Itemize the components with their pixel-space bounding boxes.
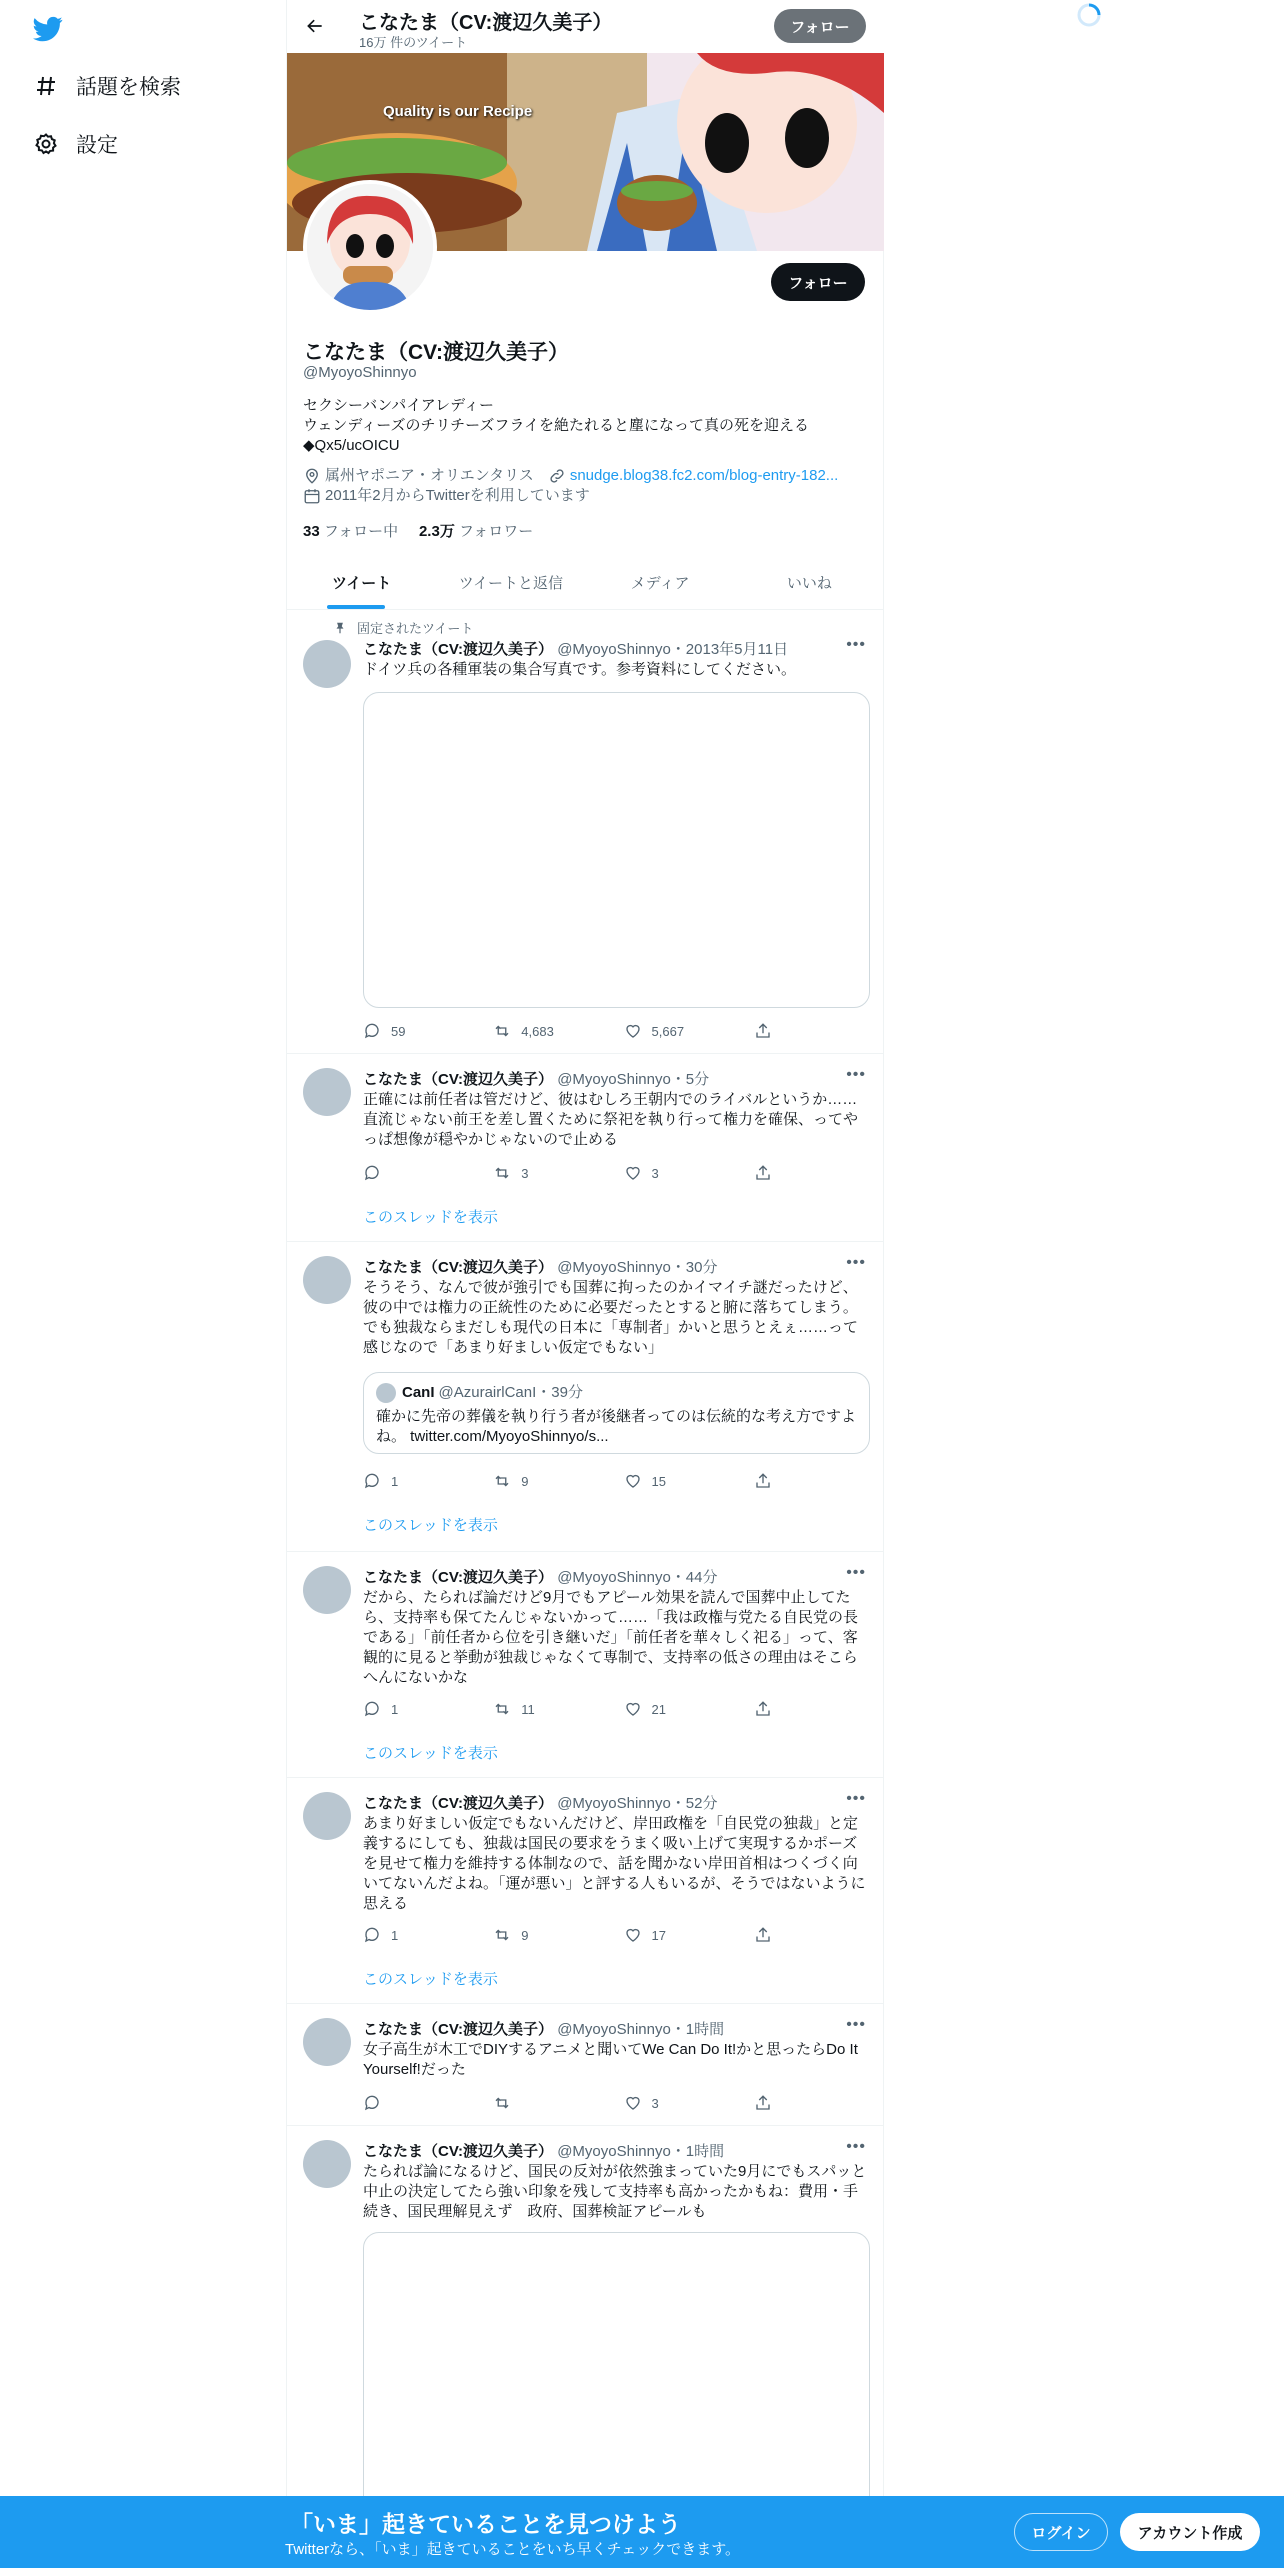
- nav-settings-label: 設定: [76, 134, 118, 157]
- like-button[interactable]: 21: [624, 1700, 754, 1718]
- quote-author: CanI: [402, 1384, 435, 1401]
- tweet-actions: [363, 1926, 793, 1944]
- bio-line: ◆Qx5/ucOICU: [303, 437, 400, 454]
- link-icon: [548, 467, 566, 485]
- quote-meta: @AzurairlCanI・39分: [438, 1384, 583, 1401]
- profile-header-bar: [287, 0, 884, 53]
- heart-icon: [624, 1022, 642, 1040]
- show-thread-link[interactable]: このスレッドを表示: [363, 1971, 498, 1988]
- tweet-text: あまり好ましい仮定でもないんだけど、岸田政権を「自民党の独裁」と定義するにしても、独裁は国民の要求をうまく吸い上げて実現するかポーズを見せて権力を維持する体制なので、話を聞かない岸田首相はつくづく向いてないんだよね。「運が悪い」と評する人もいるが、そうではないように思える: [363, 1815, 866, 1912]
- retweet-icon: [493, 1164, 511, 1182]
- tweet-avatar[interactable]: [303, 1792, 351, 1840]
- profile-meta: [303, 466, 873, 506]
- tweet[interactable]: [287, 1552, 884, 1778]
- reply-button[interactable]: [363, 1164, 493, 1182]
- more-icon[interactable]: •••: [846, 1790, 866, 1807]
- pinned-indicator: [333, 618, 473, 637]
- tweet-avatar[interactable]: [303, 2140, 351, 2188]
- tweet[interactable]: [287, 1242, 884, 1552]
- heart-icon: [624, 1926, 642, 1944]
- signup-banner-subtitle: Twitterなら、「いま」起きていることをいち早くチェックできます。: [285, 2541, 741, 2558]
- follow-button[interactable]: フォロー: [771, 263, 865, 301]
- share-icon: [754, 1472, 772, 1490]
- reply-icon: [363, 1472, 381, 1490]
- share-icon: [754, 1926, 772, 1944]
- following-link[interactable]: 33 フォロー中: [303, 523, 399, 540]
- share-button[interactable]: [754, 2094, 793, 2112]
- profile-column: [286, 0, 884, 2568]
- url-text[interactable]: snudge.blog38.fc2.com/blog-entry-182...: [569, 467, 839, 484]
- profile-tabs: [287, 556, 884, 610]
- nav-explore-label: 話題を検索: [76, 76, 181, 99]
- tweet-actions: [363, 2094, 793, 2112]
- profile-bio: [303, 396, 809, 456]
- tweet-text: ドイツ兵の各種軍装の集合写真です。参考資料にしてください。: [363, 661, 797, 678]
- retweet-button[interactable]: 9: [493, 1926, 623, 1944]
- tweet-meta[interactable]: @MyoyoShinnyo・1時間: [557, 2143, 725, 2160]
- back-arrow-icon[interactable]: [301, 12, 329, 40]
- tweet-author[interactable]: こなたま（CV:渡辺久美子）: [363, 2021, 554, 2038]
- gear-icon: [32, 130, 60, 158]
- tweet-avatar[interactable]: [303, 2018, 351, 2066]
- like-button[interactable]: 15: [624, 1472, 754, 1490]
- retweet-icon: [493, 1926, 511, 1944]
- bio-line: セクシーバンパイアレディー: [303, 397, 494, 414]
- retweet-icon: [493, 1700, 511, 1718]
- tweet-text: だから、たられば論だけど9月でもアピール効果を読んで国葬中止してたら、支持率も保てたんじゃないかって……「我は政権与党たる自民党の長である」「前任者から位を引き継いだ」「前任者を華々しく祀る」って、客観的に見ると挙動が独裁じゃなくて専制で、支持率の低さの理由はそこらへんにないかな: [363, 1589, 859, 1686]
- like-button[interactable]: 17: [624, 1926, 754, 1944]
- heart-icon: [624, 1164, 642, 1182]
- tweet-author[interactable]: こなたま（CV:渡辺久美子）: [363, 1795, 554, 1812]
- login-button[interactable]: ログイン: [1014, 2513, 1108, 2551]
- tab-tweets[interactable]: ツイート: [287, 556, 436, 609]
- reply-icon: [363, 1022, 381, 1040]
- location-pin-icon: [303, 467, 321, 485]
- tweet-author[interactable]: こなたま（CV:渡辺久美子）: [363, 641, 554, 658]
- tweet-header: [363, 2140, 724, 2161]
- loading-spinner-icon: [1076, 2, 1102, 28]
- like-button[interactable]: 3: [624, 1164, 754, 1182]
- quoted-tweet[interactable]: [363, 1372, 870, 1454]
- share-button[interactable]: [754, 1164, 793, 1182]
- signup-banner-title: 「いま」起きていることを見つけよう: [290, 2511, 681, 2537]
- tweet-avatar[interactable]: [303, 1566, 351, 1614]
- tweet-media[interactable]: [363, 692, 870, 1008]
- tab-likes[interactable]: いいね: [786, 575, 832, 592]
- calendar-icon: [303, 487, 321, 505]
- profile-avatar[interactable]: [303, 180, 437, 314]
- reply-button[interactable]: 1: [363, 1700, 493, 1718]
- tweet-avatar[interactable]: [303, 1256, 351, 1304]
- tweet-header: [363, 2018, 724, 2039]
- share-icon: [754, 1164, 772, 1182]
- share-icon: [754, 2094, 772, 2112]
- signup-button[interactable]: アカウント作成: [1120, 2513, 1260, 2551]
- retweet-icon: [493, 1022, 511, 1040]
- tweet-author[interactable]: こなたま（CV:渡辺久美子）: [363, 1071, 554, 1088]
- share-button[interactable]: [754, 1926, 793, 1944]
- heart-icon: [624, 2094, 642, 2112]
- tweet-avatar[interactable]: [303, 1068, 351, 1116]
- tweet-header: [363, 1792, 718, 1813]
- tweet-header: [363, 1566, 718, 1587]
- like-button[interactable]: 3: [624, 2094, 754, 2112]
- show-thread-link[interactable]: このスレッドを表示: [363, 1745, 498, 1762]
- tweet-text: 女子高生が木工でDIYするアニメと聞いてWe Can Do It!かと思ったらDo It Yourself!だった: [363, 2041, 858, 2078]
- pinned-label: 固定されたツイート: [357, 621, 474, 636]
- nav-settings[interactable]: [32, 124, 118, 164]
- tweet-meta[interactable]: @MyoyoShinnyo・44分: [557, 1569, 718, 1586]
- heart-icon: [624, 1472, 642, 1490]
- header-name: こなたま（CV:渡辺久美子）: [359, 12, 613, 34]
- reply-icon: [363, 1164, 381, 1182]
- profile-url[interactable]: [548, 466, 839, 486]
- tweet[interactable]: [287, 2004, 884, 2126]
- hashtag-icon: [32, 72, 60, 100]
- tweet-meta[interactable]: @MyoyoShinnyo・52分: [557, 1795, 718, 1812]
- heart-icon: [624, 1700, 642, 1718]
- tweet-meta[interactable]: @MyoyoShinnyo・30分: [557, 1259, 718, 1276]
- tweet[interactable]: [287, 1054, 884, 1242]
- tweet-text: そうそう、なんで彼が強引でも国葬に拘ったのかイマイチ謎だったけど、彼の中では権力の正統性のために必要だったとすると腑に落ちてしまう。でも独裁ならまだしも現代の日本に「専制者」かいと思うとえぇ……って感じなので「あまり好ましい仮定でもない」: [363, 1279, 859, 1356]
- retweet-button[interactable]: 9: [493, 1472, 623, 1490]
- show-thread-link[interactable]: このスレッドを表示: [363, 1209, 498, 1226]
- profile-name: こなたま（CV:渡辺久美子）: [303, 341, 570, 364]
- tweet-author[interactable]: こなたま（CV:渡辺久美子）: [363, 2143, 554, 2160]
- tweet-avatar[interactable]: [303, 640, 351, 688]
- more-icon[interactable]: •••: [846, 2016, 866, 2033]
- retweet-button[interactable]: 3: [493, 1164, 623, 1182]
- more-icon[interactable]: •••: [846, 1066, 866, 1083]
- signup-banner: [0, 2496, 1284, 2568]
- more-icon[interactable]: •••: [846, 1254, 866, 1271]
- tweet-actions: [363, 1164, 793, 1182]
- profile-joined: [303, 486, 590, 506]
- share-button[interactable]: [754, 1022, 793, 1040]
- tweet-author[interactable]: こなたま（CV:渡辺久美子）: [363, 1569, 554, 1586]
- retweet-icon: [493, 2094, 511, 2112]
- joined-text: 2011年2月からTwitterを利用しています: [325, 487, 590, 504]
- tab-tweets-and-replies[interactable]: ツイートと返信: [458, 575, 563, 592]
- banner-caption: Quality is our Recipe: [383, 103, 533, 120]
- retweet-button[interactable]: 11: [493, 1700, 623, 1718]
- tweet-actions: [363, 1022, 793, 1040]
- followers-link[interactable]: 2.3万 フォロワー: [418, 523, 534, 540]
- share-button[interactable]: [754, 1472, 793, 1490]
- tweet-meta[interactable]: @MyoyoShinnyo・5分: [557, 1071, 710, 1088]
- tweet-actions: [363, 1700, 793, 1718]
- tweet[interactable]: [287, 610, 884, 1054]
- tab-media[interactable]: メディア: [630, 575, 690, 592]
- more-icon[interactable]: •••: [846, 2138, 866, 2155]
- reply-icon: [363, 2094, 381, 2112]
- pin-icon: [333, 621, 347, 635]
- quote-avatar: [376, 1383, 396, 1403]
- tweet-meta[interactable]: @MyoyoShinnyo・2013年5月11日: [557, 641, 789, 658]
- tweet-author[interactable]: こなたま（CV:渡辺久美子）: [363, 1259, 554, 1276]
- reply-button[interactable]: 1: [363, 1926, 493, 1944]
- reply-button[interactable]: 1: [363, 1472, 493, 1490]
- quote-text: 確かに先帝の葬儀を執り行う者が後継者ってのは伝統的な考え方ですよね。 twitter.com/MyoyoShinnyo/s...: [376, 1408, 857, 1445]
- twitter-bird-icon[interactable]: [32, 14, 64, 44]
- tweet[interactable]: [287, 1778, 884, 2004]
- tweet-actions: [363, 1472, 793, 1490]
- tweet-meta[interactable]: @MyoyoShinnyo・1時間: [557, 2021, 725, 2038]
- reply-icon: [363, 1926, 381, 1944]
- share-button[interactable]: [754, 1700, 793, 1718]
- reply-icon: [363, 1700, 381, 1718]
- retweet-button[interactable]: 4,683: [493, 1022, 623, 1040]
- show-thread-link[interactable]: このスレッドを表示: [363, 1517, 498, 1534]
- reply-button[interactable]: 59: [363, 1022, 493, 1040]
- profile-location: [303, 466, 534, 486]
- share-icon: [754, 1700, 772, 1718]
- tweet-text: たられば論になるけど、国民の反対が依然強まっていた9月にでもスパッと中止の決定してたら強い印象を残して支持率も高かったかもね：費用・手続き、国民理解見えず 政府、国葬検証アピールも: [363, 2163, 867, 2220]
- tweet-header: [363, 638, 788, 659]
- more-icon[interactable]: •••: [846, 636, 866, 653]
- retweet-icon: [493, 1472, 511, 1490]
- retweet-button[interactable]: [493, 2094, 623, 2112]
- profile-handle: @MyoyoShinnyo: [303, 364, 417, 381]
- profile-stats: [303, 520, 533, 541]
- bio-line: ウェンディーズのチリチーズフライを絶たれると塵になって真の死を迎える: [303, 417, 809, 434]
- reply-button[interactable]: [363, 2094, 493, 2112]
- tweet-header: [363, 1256, 718, 1277]
- share-icon: [754, 1022, 772, 1040]
- header-tweet-count: 16万 件のツイート: [359, 35, 468, 50]
- tweet-header: [363, 1068, 709, 1089]
- more-icon[interactable]: •••: [846, 1564, 866, 1581]
- header-follow-button[interactable]: フォロー: [774, 9, 866, 43]
- like-button[interactable]: 5,667: [624, 1022, 754, 1040]
- nav-explore[interactable]: [32, 66, 181, 106]
- location-text: 属州ヤポニア・オリエンタリス: [325, 467, 534, 484]
- tweet-text: 正確には前任者は管だけど、彼はむしろ王朝内でのライバルというか……直流じゃない前王を差し置くために祭祀を執り行って権力を確保、ってやっぱ想像が穏やかじゃないので止める: [363, 1091, 859, 1148]
